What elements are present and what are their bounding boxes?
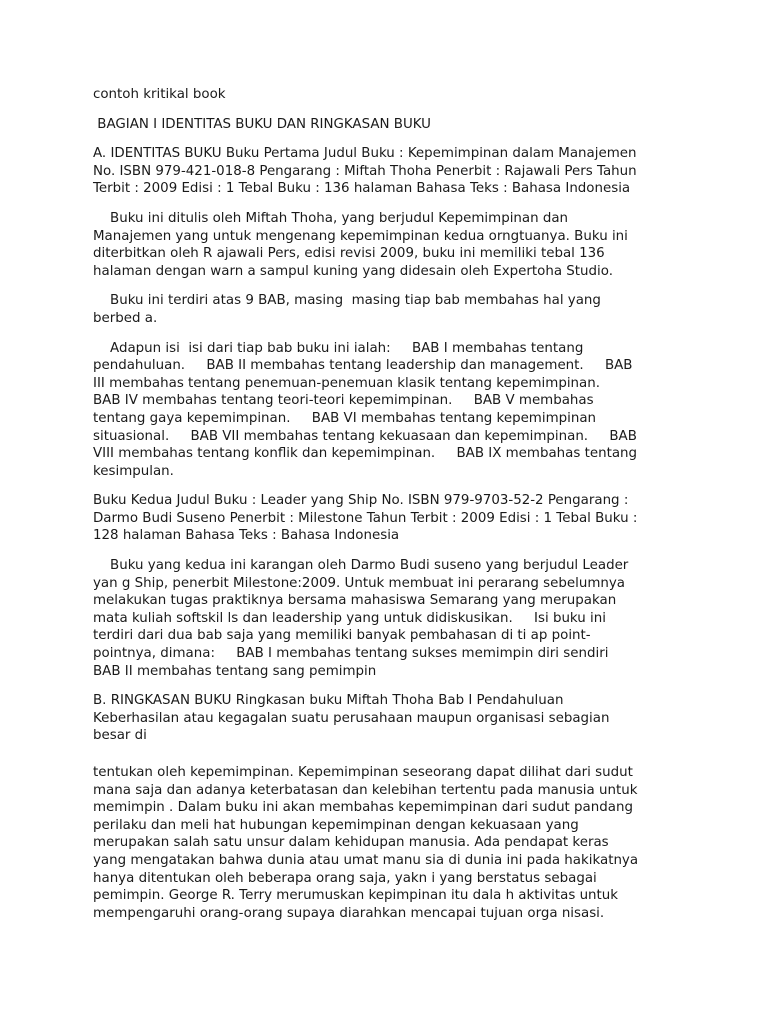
section-heading: BAGIAN I IDENTITAS BUKU DAN RINGKASAN BUKU <box>93 116 431 132</box>
text-line: Buku ini terdiri atas 9 BAB, masing masing tiap bab membahas hal yang <box>93 293 601 309</box>
text-line: tentang gaya kepemimpinan. BAB VI membahas tentang kepemimpinan <box>93 410 597 426</box>
paragraph <box>93 692 678 745</box>
text-line: 128 halaman Bahasa Teks : Bahasa Indonesia <box>93 528 400 544</box>
text-line: Buku Kedua Judul Buku : Leader yang Ship No. ISBN 979-9703-52-2 Pengarang : <box>93 493 629 509</box>
text-line: Manajemen yang untuk mengenang kepemimpinan kedua orngtuanya. Buku ini <box>93 228 628 244</box>
text-line: terdiri dari dua bab saja yang memiliki banyak pembahasan di ti ap point- <box>93 628 591 644</box>
text-line: Terbit : 2009 Edisi : 1 Tebal Buku : 136 halaman Bahasa Teks : Bahasa Indonesia <box>93 181 631 197</box>
text-line: tentukan oleh kepemimpinan. Kepemimpinan seseorang dapat dilihat dari sudut <box>93 765 633 780</box>
text-line: Keberhasilan atau kegagalan suatu perusahaan maupun organisasi sebagian <box>93 710 610 726</box>
document-page <box>93 86 678 922</box>
paragraph <box>93 764 678 922</box>
text-line: berbed a. <box>93 310 158 326</box>
text-line: BAB IV membahas tentang teori-teori kepemimpinan. BAB V membahas <box>93 393 594 409</box>
text-line: kesimpulan. <box>93 463 174 479</box>
text-line: mana saja dan adanya keterbatasan dan kelebihan tertentu pada manusia untuk <box>93 782 638 798</box>
text-line: yan g Ship, penerbit Milestone:2009. Untuk membuat ini perarang sebelumnya <box>93 575 625 591</box>
paragraph <box>93 340 678 481</box>
text-line: Darmo Budi Suseno Penerbit : Milestone Tahun Terbit : 2009 Edisi : 1 Tebal Buku : <box>93 510 638 526</box>
paragraph <box>93 145 678 198</box>
text-line: diterbitkan oleh R ajawali Pers, edisi revisi 2009, buku ini memiliki tebal 136 <box>93 246 605 262</box>
text-line: memimpin . Dalam buku ini akan membahas kepemimpinan dari sudut pandang <box>93 800 633 816</box>
text-line: besar di <box>93 728 147 744</box>
document-body <box>93 145 678 922</box>
text-line: melakukan tugas praktiknya bersama mahasiswa Semarang yang merupakan <box>93 593 617 609</box>
text-line: BAB II membahas tentang sang pemimpin <box>93 663 377 679</box>
text-line: mata kuliah softskil ls dan leadership yang untuk didiskusikan. Isi buku ini <box>93 610 606 626</box>
text-line: A. IDENTITAS BUKU Buku Pertama Judul Buku : Kepemimpinan dalam Manajemen <box>93 146 637 162</box>
text-line: perilaku dan meli hat hubungan kepemimpinan dengan kekuasaan yang <box>93 817 579 833</box>
text-line: Buku yang kedua ini karangan oleh Darmo Budi suseno yang berjudul Leader <box>93 558 629 574</box>
text-line: III membahas tentang penemuan-penemuan klasik tentang kepemimpinan. <box>93 375 600 391</box>
text-line: hanya ditentukan oleh beberapa orang saja, yakn i yang berstatus sebagai <box>93 870 597 886</box>
paragraph <box>93 210 678 280</box>
doc-title: contoh kritikal book <box>93 87 226 102</box>
text-line: mempengaruhi orang-orang supaya diarahkan mencapai tujuan orga nisasi. <box>93 905 605 921</box>
text-line: Adapun isi isi dari tiap bab buku ini ialah: BAB I membahas tentang <box>93 340 584 356</box>
text-line: Buku ini ditulis oleh Miftah Thoha, yang berjudul Kepemimpinan dan <box>93 210 569 226</box>
text-line: VIII membahas tentang konflik dan kepemimpinan. BAB IX membahas tentang <box>93 446 638 462</box>
paragraph <box>93 557 678 680</box>
text-line: situasional. BAB VII membahas tentang kekuasaan dan kepemimpinan. BAB <box>93 428 637 444</box>
text-line: B. RINGKASAN BUKU Ringkasan buku Miftah Thoha Bab I Pendahuluan <box>93 693 564 709</box>
text-line: merupakan salah satu unsur dalam kehidupan manusia. Ada pendapat keras <box>93 835 609 851</box>
text-line: pointnya, dimana: BAB I membahas tentang sukses memimpin diri sendiri <box>93 646 609 662</box>
text-line: yang mengatakan bahwa dunia atau umat manu sia di dunia ini pada hakikatnya <box>93 852 639 868</box>
text-line: halaman dengan warn a sampul kuning yang didesain oleh Expertoha Studio. <box>93 263 613 279</box>
paragraph <box>93 292 678 327</box>
text-line: No. ISBN 979-421-018-8 Pengarang : Miftah Thoha Penerbit : Rajawali Pers Tahun <box>93 163 637 179</box>
text-line: pemimpin. George R. Terry merumuskan kepimpinan itu dala h aktivitas untuk <box>93 888 619 904</box>
paragraph <box>93 492 678 545</box>
text-line: pendahuluan. BAB II membahas tentang leadership dan management. BAB <box>93 358 633 374</box>
